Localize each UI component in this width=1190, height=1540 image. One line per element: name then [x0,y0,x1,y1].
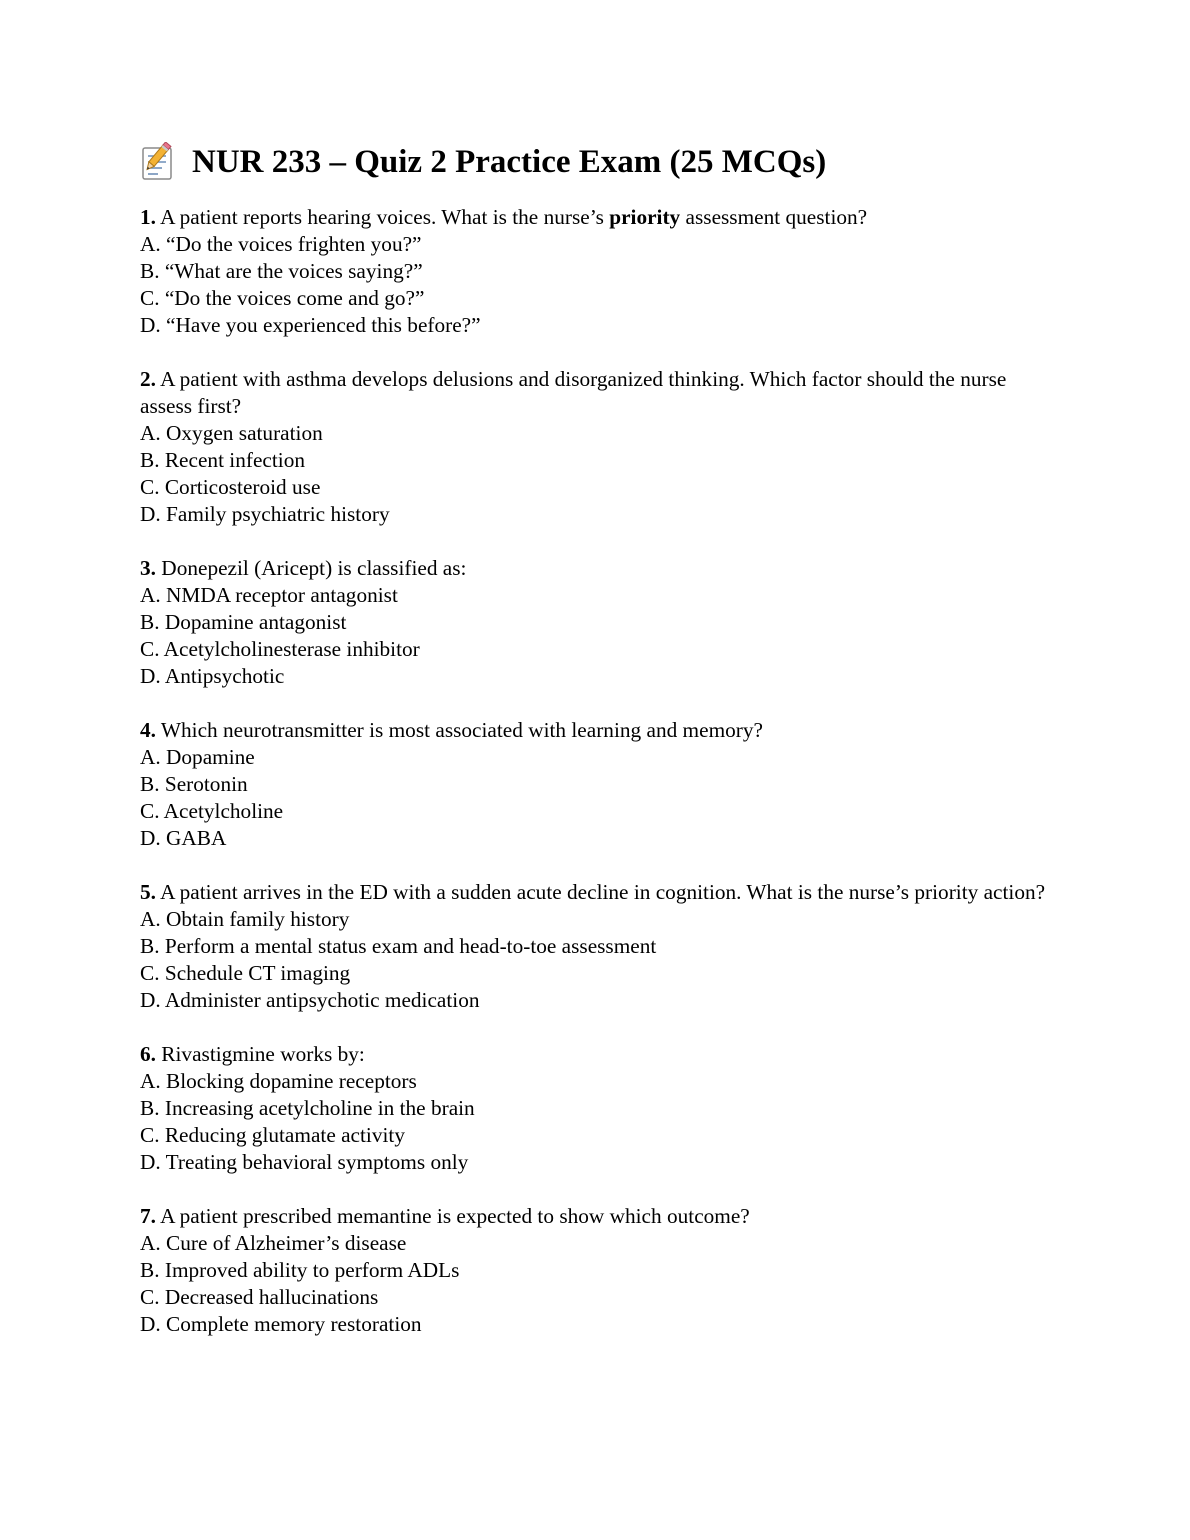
question-text: A patient reports hearing voices. What is the nurse’s [155,205,610,229]
question-text: A patient arrives in the ED with a sudden acute decline in cognition. What is the nurse’s priority action? [155,880,1046,904]
question-text: Rivastigmine works by: [155,1042,365,1066]
answer-option-c: C. Corticosteroid use [140,475,321,499]
question-3 [140,555,1060,690]
answer-option-d: D. Treating behavioral symptoms only [140,1150,469,1174]
question-text: Donepezil (Aricept) is classified as: [155,556,467,580]
document-title [140,140,1060,184]
answer-option-b: B. Recent infection [140,448,305,472]
question-number: 6. [140,1042,156,1066]
answer-option-b: B. Serotonin [140,772,248,796]
question-number: 5. [140,880,156,904]
answer-option-b: B. Perform a mental status exam and head-to-toe assessment [140,934,657,958]
question-stem [140,204,1060,231]
answer-option-c: C. Acetylcholine [140,799,284,823]
answer-option-a: A. NMDA receptor antagonist [140,583,398,607]
answer-option-b: B. Increasing acetylcholine in the brain [140,1096,475,1120]
question-number: 2. [140,367,156,391]
document-title-text: NUR 233 – Quiz 2 Practice Exam (25 MCQs) [192,144,827,180]
answer-option-d: D. Antipsychotic [140,664,285,688]
question-text-after: assessment question? [680,205,868,229]
question-number: 4. [140,718,156,742]
answer-option-d: D. Complete memory restoration [140,1312,422,1336]
answer-option-a: A. “Do the voices frighten you?” [140,232,422,256]
answer-option-b: B. Improved ability to perform ADLs [140,1258,460,1282]
answer-option-c: C. “Do the voices come and go?” [140,286,425,310]
memo-pencil-icon [140,142,182,182]
answer-option-b: B. “What are the voices saying?” [140,259,423,283]
question-number: 1. [140,205,156,229]
question-5 [140,879,1060,1014]
question-stem [140,879,1060,906]
question-stem [140,1203,1060,1230]
question-number: 3. [140,556,156,580]
question-2 [140,366,1060,528]
answer-option-c: C. Decreased hallucinations [140,1285,379,1309]
answer-option-a: A. Blocking dopamine receptors [140,1069,417,1093]
question-7 [140,1203,1060,1338]
question-text: Which neurotransmitter is most associated with learning and memory? [155,718,763,742]
question-list [140,204,1060,1338]
question-6 [140,1041,1060,1176]
answer-option-c: C. Schedule CT imaging [140,961,351,985]
question-text: A patient with asthma develops delusions and disorganized thinking. Which factor should the nurse assess first? [140,367,1007,418]
answer-option-a: A. Cure of Alzheimer’s disease [140,1231,407,1255]
question-emphasis: priority [609,205,681,229]
answer-option-d: D. Administer antipsychotic medication [140,988,480,1012]
question-4 [140,717,1060,852]
question-number: 7. [140,1204,156,1228]
answer-option-a: A. Dopamine [140,745,255,769]
answer-option-a: A. Obtain family history [140,907,350,931]
question-text: A patient prescribed memantine is expected to show which outcome? [155,1204,750,1228]
question-stem [140,366,1060,420]
question-stem [140,555,1060,582]
answer-option-d: D. Family psychiatric history [140,502,390,526]
question-1 [140,204,1060,339]
answer-option-c: C. Reducing glutamate activity [140,1123,405,1147]
answer-option-d: D. GABA [140,826,227,850]
answer-option-b: B. Dopamine antagonist [140,610,347,634]
answer-option-a: A. Oxygen saturation [140,421,323,445]
question-stem [140,1041,1060,1068]
document-page [140,140,1060,1365]
question-stem [140,717,1060,744]
answer-option-d: D. “Have you experienced this before?” [140,313,481,337]
answer-option-c: C. Acetylcholinesterase inhibitor [140,637,420,661]
